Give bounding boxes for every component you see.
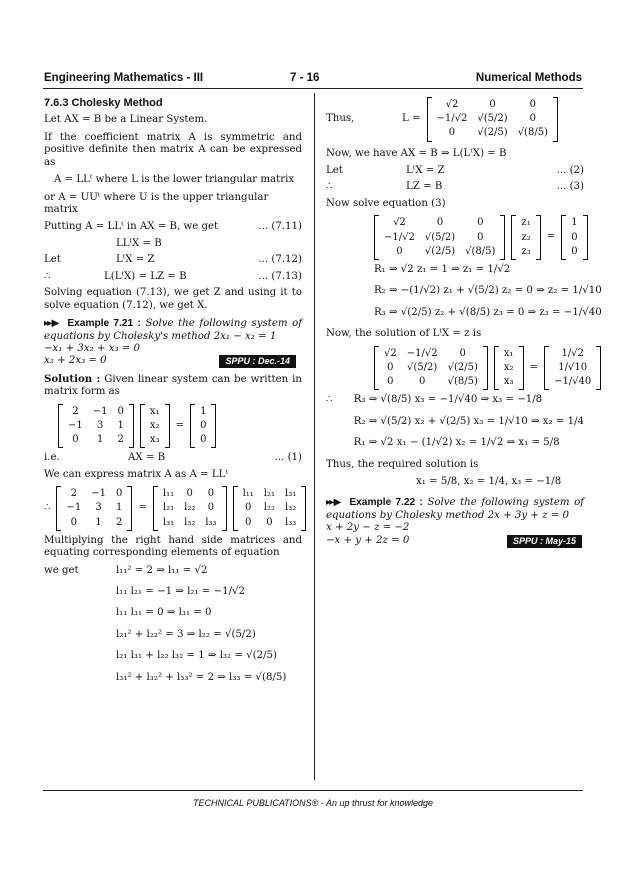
matrix-lt-values (374, 346, 488, 391)
matrix-l-values-cell: 0 (396, 245, 403, 257)
now-solve-text: Now solve equation (3) (326, 197, 446, 209)
matrix-l-values-cell: √2 (445, 99, 459, 110)
let-label: Let (44, 254, 61, 266)
arrow-icon: ▸▸▶ (44, 317, 59, 330)
let-row (326, 165, 584, 177)
ie-row (44, 452, 302, 464)
now-solution-text: Now, the solution of LᵗX = z is (326, 328, 482, 340)
backward-system: √2 −1/√2 0 0 √(5/2) √(2/5) 0 0 √(8/5) x₁ x₂ x₃ = 1/√2 1/√10 −1/√40 (326, 346, 584, 391)
equation-number: ... (1) (274, 452, 302, 464)
l-label: L = (402, 113, 421, 125)
matrix-a-cell: 1 (95, 516, 102, 528)
example-equation-3: x₂ + 2x₃ = 0 (44, 355, 107, 367)
example-text: Solve the following system of equations by Cholesky's method 2x₁ − x₂ = 1 (44, 318, 302, 342)
matrix-a-cell: 0 (70, 516, 78, 528)
therefore-equation: L(LᵗX) = LZ = B (104, 270, 187, 282)
matrix-l-cell: l₂₂ (184, 502, 196, 514)
matrix-a-cell: −1 (66, 502, 82, 514)
matrix-l-values-copy (374, 215, 505, 260)
matrix-l-values-cell: −1/√2 (436, 113, 468, 125)
vector-x-cell: x₃ (149, 434, 160, 446)
matrix-lt-cell: l₂₂ (263, 502, 275, 514)
solution-intro (44, 373, 302, 399)
backward-equation: R₁ ⇒ √2 x₁ − (1/√2) x₂ = 1/√2 ⇒ x₁ = 5/8 (353, 437, 560, 449)
matrix-l-values-cell: 0 (477, 231, 484, 243)
matrix-a-cell: 2 (117, 434, 124, 446)
matrix-lt-cell: l₃₃ (285, 516, 297, 528)
result-equation: l₁₁ l₃₁ = 0 ⇒ l₃₁ = 0 (116, 607, 212, 619)
backward-substitution (354, 394, 584, 458)
backward-equation: R₂ ⇒ √(5/2) x₂ + √(2/5) x₃ = 1/√10 ⇒ x₂ = 1/4 (353, 415, 584, 427)
header-rule (43, 88, 583, 89)
matrix-lt-cell: l₃₂ (285, 502, 297, 514)
let-equation: LᵗX = Z (406, 165, 445, 176)
equation-number: ... (7.13) (258, 270, 302, 282)
vector-b (561, 215, 587, 260)
result-equation: l₁₁ l₂₁ = −1 ⇒ l₂₁ = −1/√2 (116, 586, 245, 598)
matrix-lt-values-cell: 0 (459, 347, 466, 359)
backward-block (326, 394, 584, 458)
exam-badge: SPPU : Dec.-14 (219, 355, 296, 368)
matrix-a-cell: 1 (117, 419, 124, 431)
vector-x-cell: x₂ (149, 419, 160, 431)
backward-equation: R₃ ⇒ √(8/5) x₃ = −1/√40 ⇒ x₃ = −1/8 (353, 394, 543, 406)
forward-substitution (326, 263, 602, 319)
thus-required-text: Thus, the required solution is (326, 458, 479, 470)
forward-equation: R₁ ⇒ √2 z₁ = 1 ⇒ z₁ = 1/√2 (374, 263, 511, 275)
left-column (44, 97, 302, 693)
footer-text: TECHNICAL PUBLICATIONS® - An up thrust for knowledge (192, 798, 434, 808)
therefore-equation: LZ = B (406, 181, 443, 193)
matrix-lt-values-cell: −1/√2 (406, 347, 438, 359)
matrix-l-values-cell: 0 (477, 217, 484, 229)
matrix-lt-cell: 0 (244, 502, 252, 514)
vector-z-cell: z₁ (521, 217, 531, 229)
header-page-number: 7 - 16 (290, 72, 320, 84)
vector-b-cell: 1 (571, 217, 578, 229)
matrix-l (153, 486, 227, 531)
vector-b-cell: 0 (200, 419, 207, 431)
therefore-symbol: ∴ (44, 502, 51, 514)
equation-number: ... (7.11) (258, 221, 302, 233)
therefore-symbol: ∴ (326, 181, 333, 193)
matrix-l-values-cell: 0 (489, 99, 496, 110)
exam-badge: SPPU : May-15 (507, 535, 582, 548)
equation-number: ... (3) (556, 181, 584, 193)
section-title: 7.6.3 Cholesky Method (44, 97, 163, 109)
example-7-22 (326, 496, 584, 547)
matrix-lt-values-cell: 0 (387, 376, 394, 387)
solution-label: Solution : (44, 372, 101, 385)
footer-rule (43, 790, 583, 791)
matrix-l-values-cell: √(5/2) (477, 113, 508, 125)
forward-system: √2 0 0 −1/√2 √(5/2) 0 0 √(2/5) √(8/5) z₁ z₂ z₃ = 1 0 0 (326, 215, 584, 260)
putting-row (44, 221, 302, 233)
result-equation: l₃₁² + l₃₂² + l₃₃² = 2 ⇒ l₃₃ = √(8/5) (116, 671, 287, 683)
example-label: Example 7.22 : (349, 497, 423, 509)
header-chapter-title: Numerical Methods (475, 72, 582, 84)
matrix-l-cell: 0 (207, 502, 215, 514)
vector-b (190, 404, 216, 449)
matrix-l-values-cell: 0 (448, 127, 456, 139)
let-row (44, 254, 302, 266)
factorization: ∴ 2 −1 0 −1 3 1 0 1 2 = l₁₁ 0 0 l₂₁ l₂₂ 0 l₃₁ l₃₂ l₃₃ l₁₁ l₂₁ l₃₁ 0 l₂₂ l₃₂ 0 0 l₃₃ (44, 486, 302, 531)
equation-number: ... (2) (556, 165, 584, 176)
matrix-a-copy (56, 486, 132, 531)
matrix-l-cell: 0 (186, 488, 193, 500)
matrix-l-cell: l₃₁ (162, 516, 175, 528)
let-equation: LᵗX = Z (116, 254, 155, 266)
vector-x-cell: x₂ (503, 361, 514, 373)
matrix-a-cell: 1 (96, 434, 104, 446)
result-equation: l₂₁² + l₂₂² = 3 ⇒ l₂₂ = √(5/2) (116, 628, 256, 640)
final-solution: x₁ = 5/8, x₂ = 1/4, x₃ = −1/8 (416, 475, 562, 487)
results-block (44, 565, 302, 694)
paragraph-solving: Solving equation (7.13), we get Z and using it to solve equation (7.12), we get X. (44, 287, 302, 311)
ie-label: i.e. (44, 452, 60, 464)
matrix-a-cell: 2 (70, 488, 78, 500)
header-book-title: Engineering Mathematics - III (44, 72, 204, 84)
matrix-l-cell: l₂₁ (162, 502, 175, 514)
matrix-lt-cell: 0 (266, 516, 273, 528)
matrix-l-cell: l₃₃ (205, 516, 217, 528)
lltx-row (44, 238, 302, 250)
therefore-row (44, 271, 302, 283)
matrix-a-cell: 2 (72, 405, 79, 417)
matrix-a-cell: 2 (115, 516, 123, 528)
equation-llt: A = LLᵗ where L is the lower triangular matrix (54, 174, 295, 186)
matrix-lt-values-cell: √(5/2) (407, 361, 438, 373)
forward-equation: R₂ ⇒ −(1/√2) z₁ + √(5/2) z₂ = 0 ⇒ z₂ = 1/√10 (374, 285, 602, 297)
matrix-l-values-cell: 0 (436, 217, 444, 229)
matrix-a-cell: −1 (91, 488, 106, 500)
ie-equation: AX = B (128, 452, 166, 464)
vector-x (140, 404, 170, 449)
matrix-a-cell: 3 (95, 502, 102, 514)
matrix-lt-values-cell: 0 (387, 361, 394, 373)
vector-b-cell: 0 (200, 434, 207, 446)
therefore-symbol: ∴ (44, 270, 51, 282)
vector-b-cell: 0 (571, 245, 578, 257)
matrix-lt-cell: l₁₁ (242, 488, 254, 500)
matrix-l-values (427, 97, 558, 142)
matrix-l-values-cell: −1/√2 (384, 231, 415, 243)
matrix-a-cell: −1 (68, 419, 83, 431)
matrix-system: 2 −1 0 −1 3 1 0 1 2 x₁ x₂ x₃ = 1 0 0 (44, 404, 302, 449)
express-text: We can express matrix A as A = LLᵗ (44, 468, 228, 480)
example-7-21 (44, 317, 302, 368)
matrix-lt-cell: l₂₁ (263, 488, 275, 500)
vector-x (494, 346, 524, 391)
l-matrix-row (326, 97, 584, 142)
vector-z (511, 215, 540, 260)
result-equation: l₂₁ l₃₁ + l₂₂ l₃₂ = 1 ⇒ l₃₂ = √(2/5) (116, 650, 277, 662)
vector-z-values-cell: −1/√40 (554, 376, 592, 387)
matrix-l-values-cell: √(2/5) (424, 245, 456, 257)
matrix-a-cell: 1 (115, 502, 123, 514)
vector-b-cell: 0 (571, 231, 578, 243)
matrix-lt-cell: l₃₁ (285, 488, 297, 500)
matrix-lt (233, 486, 307, 531)
vector-z-cell: z₂ (521, 231, 531, 243)
vector-z-values (544, 346, 601, 391)
matrix-l-values-cell: √(8/5) (517, 127, 548, 139)
equation-uut: or A = UUᵗ where U is the upper triangular matrix (44, 191, 269, 216)
matrix-a-cell: 0 (117, 405, 124, 417)
equation-lltx: LLᵗX = B (116, 237, 162, 249)
vector-x-cell: x₁ (149, 405, 160, 417)
vector-x-cell: x₃ (503, 376, 514, 387)
thus-label: Thus, (326, 113, 355, 125)
matrix-lt-values-cell: √(8/5) (447, 376, 478, 387)
matrix-l-values-cell: 0 (529, 113, 537, 125)
vector-b-cell: 1 (200, 405, 207, 417)
example-label: Example 7.21 : (67, 318, 141, 330)
column-divider (314, 93, 315, 780)
example-equation-2: x + 2y − z = −2 (326, 522, 410, 534)
therefore-symbol: ∴ (326, 394, 333, 406)
matrix-a (58, 404, 134, 449)
paragraph-condition: If the coefficient matrix A is symmetric and positive definite then matrix A can be expressed as (44, 131, 302, 168)
putting-text: Putting A = LLᵗ in AX = B, we get (44, 221, 219, 233)
now-have-text: Now, we have AX = B ⇒ L(LᵗX) = B (326, 147, 507, 159)
matrix-l-values-cell: √(5/2) (424, 231, 456, 243)
matrix-l-cell: l₁₁ (162, 488, 175, 500)
vector-z-cell: z₃ (521, 245, 531, 257)
matrix-a-cell: 3 (96, 419, 104, 431)
therefore-row (326, 181, 584, 193)
matrix-lt-values-cell: √2 (384, 347, 397, 359)
paragraph-multiplying: Multiplying the right hand side matrices and equating corresponding elements of equation (44, 534, 302, 559)
matrix-l-values-cell: 0 (529, 99, 537, 110)
results-list (116, 565, 286, 694)
matrix-l-cell: 0 (207, 488, 215, 500)
matrix-lt-values-cell: √(2/5) (447, 361, 478, 373)
vector-z-values-cell: 1/√2 (561, 347, 584, 359)
matrix-l-values-cell: √(8/5) (465, 245, 496, 257)
example-text: Solve the following system of equations by Cholesky method 2x + 3y + z = 0 (326, 497, 584, 521)
vector-x-cell: x₁ (503, 347, 514, 359)
vector-z-values-cell: 1/√10 (558, 361, 588, 373)
arrow-icon: ▸▸▶ (326, 496, 341, 509)
let-label: Let (326, 165, 343, 176)
matrix-a-cell: −1 (92, 405, 108, 417)
solution-text: Given linear system can be written in matrix form as (44, 373, 302, 398)
forward-equation: R₃ ⇒ √(2/5) z₂ + √(8/5) z₃ = 0 ⇒ z₃ = −1/√40 (374, 306, 602, 318)
example-equation-2: −x₁ + 3x₂ + x₃ = 0 (44, 342, 141, 354)
matrix-a-cell: 0 (72, 434, 79, 446)
example-equation-3: −x + y + 2z = 0 (326, 534, 410, 546)
matrix-l-cell: l₃₂ (184, 516, 196, 528)
matrix-l-values-cell: √2 (393, 217, 406, 229)
matrix-a-cell: 0 (115, 488, 123, 500)
matrix-l-values-cell: √(2/5) (477, 127, 508, 139)
result-equation: l₁₁² = 2 ⇒ l₁₁ = √2 (116, 564, 208, 576)
we-get-label: we get (44, 564, 79, 576)
matrix-lt-cell: 0 (244, 516, 252, 528)
matrix-lt-values-cell: 0 (418, 376, 426, 387)
paragraph-intro: Let AX = B be a Linear System. (44, 114, 208, 126)
right-column (326, 97, 602, 552)
equation-number: ... (7.12) (258, 254, 302, 266)
